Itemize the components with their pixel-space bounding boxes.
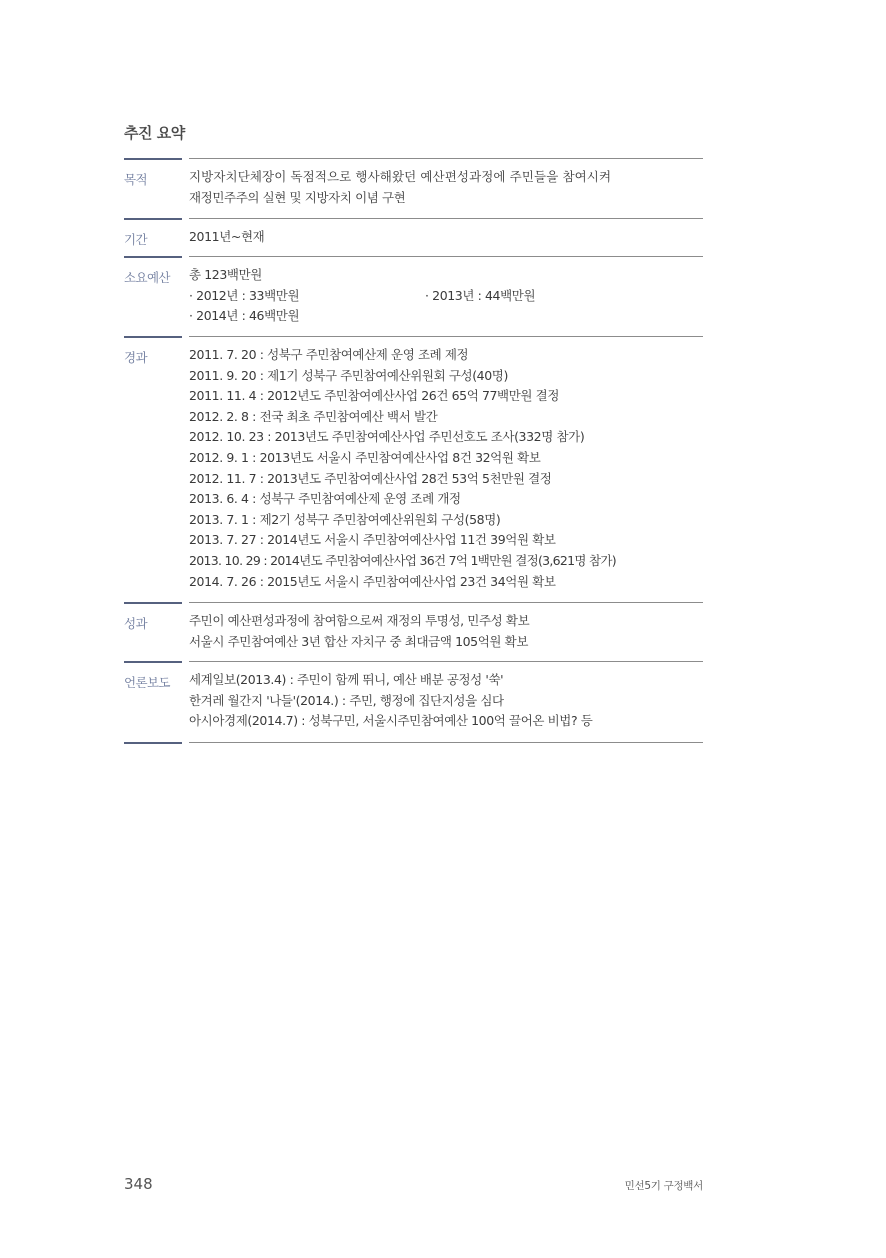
row-content — [189, 265, 703, 327]
timeline-entry: 2014. 7. 26 : 2015년도 서울시 주민참여예산사업 23건 34억원 확보 — [189, 573, 556, 589]
row-progress — [124, 336, 703, 602]
label-divider — [124, 218, 182, 220]
content-line: 재정민주주의 실현 및 지방자치 이념 구현 — [189, 189, 406, 205]
timeline-entry: 2012. 10. 23 : 2013년도 주민참여예산사업 주민선호도 조사(332명 참가) — [189, 429, 585, 445]
row-label: 기간 — [124, 232, 147, 247]
row-budget — [124, 256, 703, 336]
timeline-entry: 2012. 9. 1 : 2013년도 서울시 주민참여예산사업 8건 32억원 확보 — [189, 449, 541, 465]
timeline-entry: 2013. 6. 4 : 성북구 주민참여예산제 운영 조례 개정 — [189, 491, 461, 507]
bullet-item: · 2013년 : 44백만원 — [425, 287, 536, 303]
content-line: 총 123백만원 — [189, 267, 262, 282]
footer-title: 민선5기 구정백서 — [624, 1180, 703, 1192]
press-item: 한겨레 월간지 '나들'(2014.) : 주민, 행정에 집단지성을 심다 — [189, 692, 504, 708]
timeline-entry: 2011. 9. 20 : 제1기 성북구 주민참여예산위원회 구성(40명) — [189, 367, 508, 383]
bullet-line — [189, 306, 703, 327]
content-divider — [189, 336, 703, 337]
section-title: 추진 요약 — [124, 124, 185, 142]
content-line: 서울시 주민참여예산 3년 합산 자치구 중 최대금액 105억원 확보 — [189, 633, 528, 649]
bullet-item: · 2012년 : 33백만원 — [189, 287, 300, 303]
press-item: 아시아경제(2014.7) : 성북구민, 서울시주민참여예산 100억 끌어온 비법? 등 — [189, 713, 593, 729]
row-content — [189, 227, 703, 248]
row-content — [189, 345, 703, 592]
bullet-item: · 2014년 : 46백만원 — [189, 308, 300, 324]
content-divider — [189, 602, 703, 603]
label-divider — [124, 602, 182, 604]
content-divider — [189, 661, 703, 662]
label-divider — [124, 158, 182, 160]
timeline-entry: 2012. 11. 7 : 2013년도 주민참여예산사업 28건 53억 5천만원 결정 — [189, 470, 552, 486]
row-label: 성과 — [124, 616, 147, 631]
timeline-entry: 2011. 7. 20 : 성북구 주민참여예산제 운영 조례 제정 — [189, 347, 469, 362]
content-divider — [189, 218, 703, 219]
label-divider — [124, 336, 182, 338]
timeline-entry: 2013. 7. 1 : 제2기 성북구 주민참여예산위원회 구성(58명) — [189, 511, 501, 527]
row-results — [124, 602, 703, 661]
row-label: 목적 — [124, 172, 147, 187]
row-label: 소요예산 — [124, 270, 170, 285]
content-divider — [189, 256, 703, 257]
timeline-entry: 2013. 7. 27 : 2014년도 서울시 주민참여예산사업 11건 39억원 확보 — [189, 532, 556, 548]
timeline-entry: 2012. 2. 8 : 전국 최초 주민참여예산 백서 발간 — [189, 408, 438, 424]
row-press — [124, 661, 703, 742]
row-content — [189, 670, 703, 732]
timeline-entry: 2013. 10. 29 : 2014년도 주민참여예산사업 36건 7억 1백만원 결정(3,621명 참가) — [189, 552, 616, 568]
content-line: 지방자치단체장이 독점적으로 행사해왔던 예산편성과정에 주민들을 참여시켜 — [189, 169, 612, 184]
content-divider — [189, 742, 703, 743]
label-divider — [124, 661, 182, 663]
timeline-entry: 2011. 11. 4 : 2012년도 주민참여예산사업 26건 65억 77백만원 결정 — [189, 388, 559, 404]
content-line: 2011년~현재 — [189, 229, 265, 244]
row-purpose — [124, 158, 703, 218]
row-label: 경과 — [124, 350, 147, 365]
press-item: 세계일보(2013.4) : 주민이 함께 뛰니, 예산 배분 공정성 '쑥' — [189, 672, 504, 687]
row-label: 언론보도 — [124, 675, 170, 690]
row-content — [189, 167, 703, 208]
row-content — [189, 611, 703, 652]
row-period — [124, 218, 703, 256]
table-bottom-divider — [124, 742, 703, 744]
content-divider — [189, 158, 703, 159]
content-line: 주민이 예산편성과정에 참여함으로써 재정의 투명성, 민주성 확보 — [189, 613, 530, 628]
label-divider — [124, 256, 182, 258]
bullet-line — [189, 286, 703, 307]
label-divider — [124, 742, 182, 744]
page-number: 348 — [124, 1175, 153, 1193]
